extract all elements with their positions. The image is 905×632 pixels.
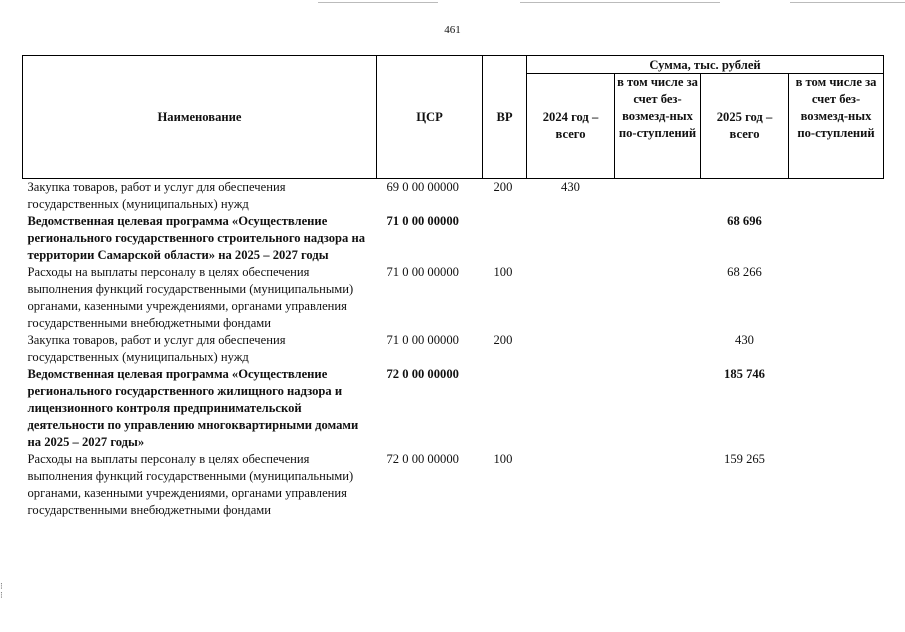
row-2025-free: [789, 264, 884, 332]
row-csr: 71 0 00 00000: [386, 214, 459, 228]
row-name: Расходы на выплаты персоналу в целях обеспечения выполнения функций государственными (муниципальными) органами, казенными учреждениями, органами управления государственными внебюджетными фондами: [27, 265, 354, 330]
row-2024-total: [527, 213, 615, 264]
row-name: Ведомственная целевая программа «Осуществление регионального государственного строительного надзора на территории Самарской области» на 2025 – 2027 годы: [27, 214, 366, 262]
row-2024-total: [527, 264, 615, 332]
header-csr: ЦСР: [377, 56, 483, 179]
scan-margin-marks: ⁝ ⁝: [0, 581, 3, 600]
row-2025-free: [789, 451, 884, 519]
row-csr: 72 0 00 00000: [386, 452, 459, 466]
row-name: Закупка товаров, работ и услуг для обеспечения государственных (муниципальных) нужд: [27, 333, 286, 364]
budget-table: [22, 55, 884, 519]
row-2025-total: 185 746: [724, 367, 765, 381]
row-2025-total: 68 266: [727, 265, 762, 279]
row-csr: 72 0 00 00000: [386, 367, 459, 381]
header-2025-free: в том числе за счет без-возмезд-ных по-ступлений: [789, 74, 884, 179]
scan-artifact-line: [790, 2, 905, 3]
row-2024-total: [527, 332, 615, 366]
row-2024-total: [527, 451, 615, 519]
row-2024-free: [615, 264, 701, 332]
row-2024-total: 430: [561, 180, 580, 194]
table-row: [23, 179, 884, 214]
row-2024-free: [615, 451, 701, 519]
row-name: Закупка товаров, работ и услуг для обеспечения государственных (муниципальных) нужд: [27, 180, 286, 211]
row-2025-free: [789, 213, 884, 264]
header-name: Наименование: [23, 56, 377, 179]
page-number: 461: [444, 24, 461, 36]
header-2025-total: 2025 год – всего: [701, 74, 789, 179]
table-row: [23, 264, 884, 332]
header-2024-total: 2024 год – всего: [527, 74, 615, 179]
row-vr: 200: [493, 180, 513, 194]
table-header: [23, 56, 884, 179]
row-2024-free: [615, 332, 701, 366]
row-2024-free: [615, 213, 701, 264]
scan-artifact-line: [520, 2, 720, 3]
row-2025-free: [789, 366, 884, 451]
row-vr: 100: [493, 265, 513, 279]
row-2024-free: [615, 179, 701, 214]
header-2024-free: в том числе за счет без-возмезд-ных по-ступлений: [615, 74, 701, 179]
row-vr: [483, 213, 527, 264]
row-vr: 200: [493, 333, 513, 347]
row-2024-free: [615, 366, 701, 451]
table-row: [23, 332, 884, 366]
row-2025-total: 68 696: [727, 214, 762, 228]
row-csr: 71 0 00 00000: [386, 265, 459, 279]
row-vr: [483, 366, 527, 451]
row-name: Ведомственная целевая программа «Осуществление регионального государственного жилищного надзора и лицензионного контроля предпринимательской деятельности по управлению многоквартирными домами на 2025 – 2027 годы»: [27, 367, 359, 449]
row-csr: 71 0 00 00000: [386, 333, 459, 347]
header-sum-group: Сумма, тыс. рублей: [527, 56, 884, 74]
table-row: [23, 366, 884, 451]
row-csr: 69 0 00 00000: [386, 180, 459, 194]
row-2025-total: 159 265: [724, 452, 765, 466]
row-2025-free: [789, 332, 884, 366]
row-2025-free: [789, 179, 884, 214]
scan-artifact-line: [318, 2, 438, 3]
row-2025-total: [701, 179, 789, 214]
table-row: [23, 213, 884, 264]
header-vr: ВР: [483, 56, 527, 179]
row-2024-total: [527, 366, 615, 451]
row-name: Расходы на выплаты персоналу в целях обеспечения выполнения функций государственными (муниципальными) органами, казенными учреждениями, органами управления государственными внебюджетными фондами: [27, 452, 354, 517]
table-row: [23, 451, 884, 519]
row-vr: 100: [493, 452, 513, 466]
row-2025-total: 430: [735, 333, 754, 347]
